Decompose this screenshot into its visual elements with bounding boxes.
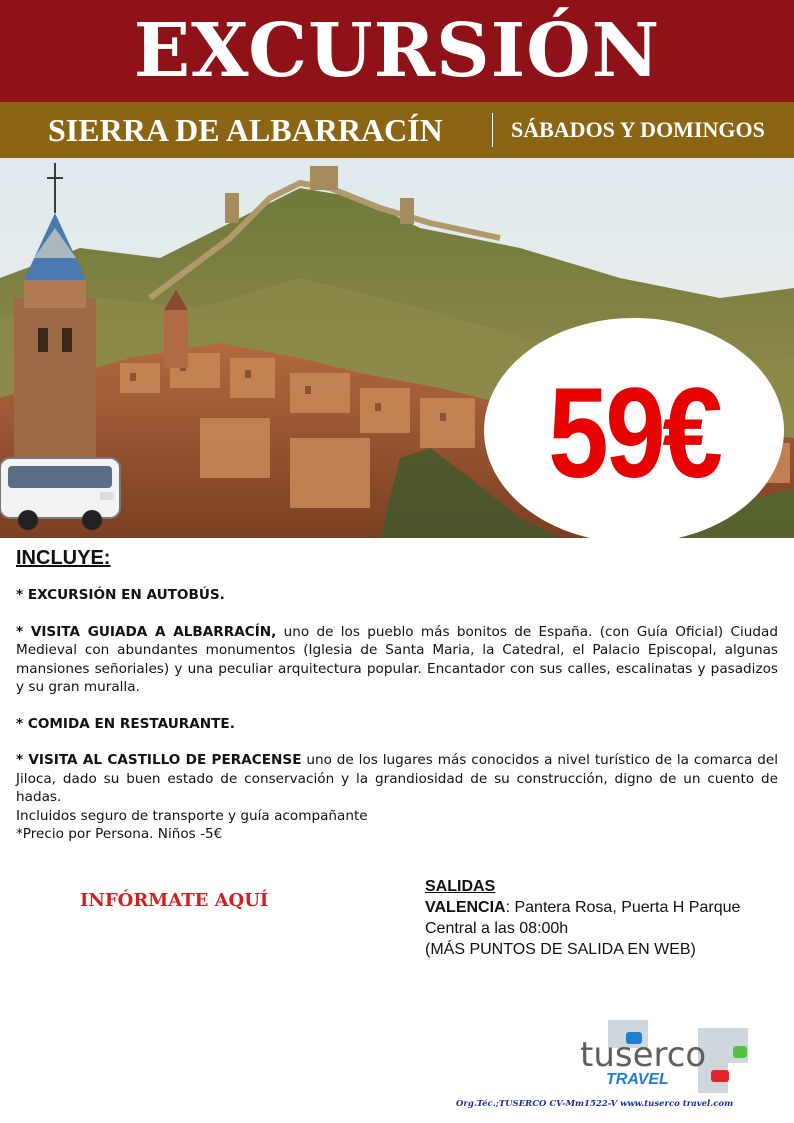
price-value: 59€ xyxy=(548,361,720,505)
more-departures-note: (MÁS PUNTOS DE SALIDA EN WEB) xyxy=(425,941,696,958)
page-title: EXCURSIÓN xyxy=(133,8,661,94)
logo-tagline: TRAVEL xyxy=(606,1071,669,1088)
includes-title: INCLUYE: xyxy=(16,547,111,569)
divider xyxy=(492,113,493,147)
include-item-bus: * EXCURSIÓN EN AUTOBÚS. xyxy=(16,587,225,603)
include-item-castle: * VISITA AL CASTILLO DE PERACENSE uno de los lugares más conocidos a nivel turístico de la comarca del Jiloca, dado su buen estado de conservación y la grandiosidad de su construcción, digno de un cuento de hadas. xyxy=(16,752,778,805)
subtitle-banner xyxy=(0,102,794,158)
tuserco-logo-graphic xyxy=(578,1018,768,1098)
info-label: INFÓRMATE AQUÍ xyxy=(80,890,269,911)
footer-legal: Org.Téc.;TUSERCO CV-Mm1522-V www.tuserco travel.com xyxy=(456,1099,734,1109)
insurance-note: Incluidos seguro de transporte y guía acompañante xyxy=(16,807,368,824)
departures-title: SALIDAS xyxy=(425,878,496,895)
departures-section xyxy=(425,876,775,960)
include-item-albarracin: * VISITA GUIADA A ALBARRACÍN, uno de los pueblo más bonitos de España. (con Guía Oficial) Ciudad Medieval con abundantes monumentos (Iglesia de Santa Maria, la Catedral, el Palacio Episcopal, algunas mansiones señoriales) y una peculiar arquitectura popular. Encantador con sus calles, escalinatas y pasadizos y su gran muralla. xyxy=(16,623,778,695)
tuserco-logo xyxy=(578,1018,768,1098)
schedule-label: SÁBADOS Y DOMINGOS xyxy=(511,117,765,142)
price-badge xyxy=(484,318,784,538)
logo-name: tuserco xyxy=(580,1035,707,1075)
includes-section xyxy=(16,544,778,844)
departure-valencia: VALENCIA: Pantera Rosa, Puerta H Parque Central a las 08:00h xyxy=(425,899,741,937)
hero-photo xyxy=(0,158,794,538)
title-banner xyxy=(0,0,794,102)
price-note: *Precio por Persona. Niños -5€ xyxy=(16,826,223,842)
include-item-lunch: * COMIDA EN RESTAURANTE. xyxy=(16,715,235,732)
destination-title: SIERRA DE ALBARRACÍN xyxy=(48,111,443,148)
